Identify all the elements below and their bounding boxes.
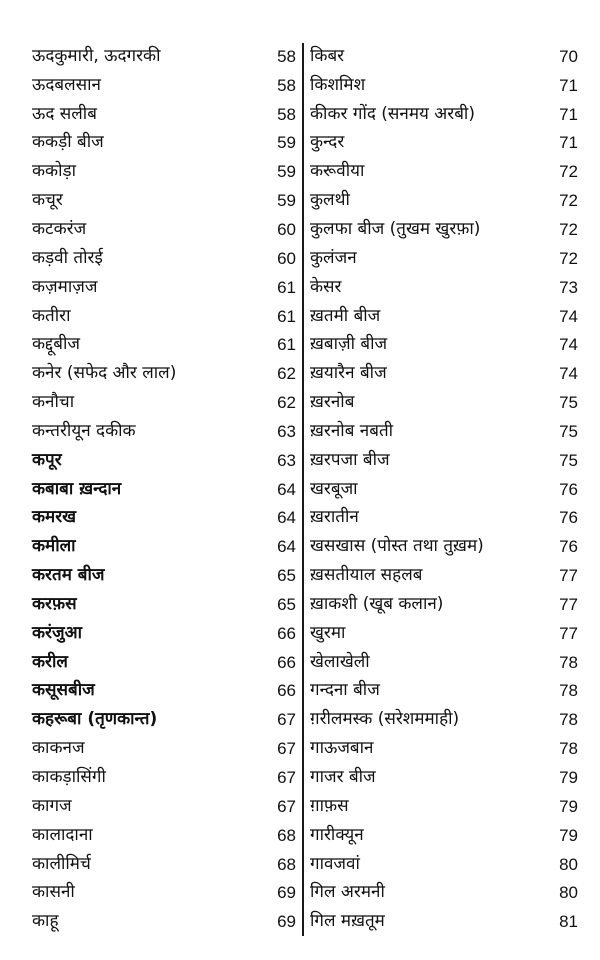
index-term: कतीरा [32,305,71,326]
index-term: कद्दूबीज [32,334,81,355]
index-term: गाजर बीज [310,767,376,788]
page-number: 61 [277,277,296,297]
index-entry [32,878,296,907]
index-term: कासनी [32,882,75,903]
index-entry [32,504,296,533]
index-entry [32,100,296,129]
page-number: 59 [277,162,296,182]
index-entry [310,244,578,273]
page-number: 58 [277,104,296,124]
index-entry [32,763,296,792]
index-term: गाऊजबान [310,738,374,759]
page-number: 77 [559,594,578,614]
index-entry [310,186,578,215]
index-term: ख़रपजा बीज [310,449,390,470]
index-term: गावजवां [310,853,360,874]
index-term: कुन्दर [310,132,345,153]
index-term: किशमिश [310,74,366,95]
index-term: ऊदकुमारी, ऊदगरकी [32,45,161,66]
index-term: कालादाना [32,824,93,845]
index-entry [310,532,578,561]
index-entry [310,129,578,158]
index-entry [32,129,296,158]
page-number: 77 [559,623,578,643]
page-number: 73 [559,277,578,297]
page-number: 74 [559,364,578,384]
index-entry [310,763,578,792]
index-entry [32,907,296,936]
index-term: कबाबा ख़न्दान [32,478,122,499]
index-term: कुलंजन [310,247,357,268]
index-term: ऊदबलसान [32,74,101,95]
index-entry [32,677,296,706]
index-entry [310,359,578,388]
index-entry [32,446,296,475]
index-term: कटकरंज [32,218,87,239]
page-number: 60 [277,248,296,268]
index-entry [310,215,578,244]
index-entry [310,446,578,475]
page-number: 78 [559,652,578,672]
index-entry [310,705,578,734]
index-entry [32,619,296,648]
index-term: ग़ाफ़स [310,795,349,816]
page-number: 76 [559,508,578,528]
index-term: खेलाखेली [310,651,370,672]
page-number: 66 [277,623,296,643]
index-term: ख़यारैन बीज [310,363,387,384]
page-number: 66 [277,681,296,701]
page-number: 78 [559,710,578,730]
index-entry [32,705,296,734]
page-number: 68 [277,854,296,874]
page-number: 69 [277,883,296,903]
index-column-left [32,42,296,936]
index-entry [32,273,296,302]
page-number: 62 [277,393,296,413]
index-term: काकड़ासिंगी [32,767,106,788]
index-term: करंजुआ [32,622,82,643]
page-number: 67 [277,796,296,816]
index-entry [32,475,296,504]
index-term: कुलथी [310,190,350,211]
index-entry [32,42,296,71]
index-entry [310,648,578,677]
index-entry [32,561,296,590]
index-entry [310,302,578,331]
index-term: ग़रीलमस्क (सरेशममाही) [310,709,460,730]
index-term: कज़माज़ज [32,276,98,297]
page-number: 76 [559,537,578,557]
index-entry [310,273,578,302]
index-entry [310,100,578,129]
index-term: ख़तमी बीज [310,305,381,326]
index-entry [32,71,296,100]
page-number: 59 [277,191,296,211]
index-term: कुलफा बीज (तुखम खुरफ़ा) [310,218,481,239]
page-number: 65 [277,594,296,614]
index-entry [32,388,296,417]
index-term: खरबूजा [310,478,358,499]
index-entry [32,792,296,821]
index-entry [32,590,296,619]
page-number: 58 [277,75,296,95]
index-entry [32,244,296,273]
index-entry [32,157,296,186]
index-entry [310,878,578,907]
index-entry [310,619,578,648]
page-number: 80 [559,854,578,874]
index-term: कागज [32,795,72,816]
page-number: 77 [559,566,578,586]
index-term: गन्दना बीज [310,680,380,701]
index-term: ख़बाज़ी बीज [310,334,388,355]
page-number: 80 [559,883,578,903]
page-number: 72 [559,219,578,239]
page-number: 67 [277,739,296,759]
index-column-right [310,42,578,936]
index-term: ककड़ी बीज [32,132,104,153]
index-entry [310,590,578,619]
index-entry [32,850,296,879]
page-number: 75 [559,450,578,470]
page-number: 70 [559,46,578,66]
index-term: खसखास (पोस्त तथा तुख़म) [310,536,484,557]
page-number: 60 [277,219,296,239]
index-term: करील [32,651,68,672]
index-entry [32,186,296,215]
page-number: 75 [559,421,578,441]
index-term: केसर [310,276,342,297]
index-term: गिल अरमनी [310,882,385,903]
page-number: 59 [277,133,296,153]
index-entry [32,648,296,677]
page-number: 67 [277,768,296,788]
index-term: कनौचा [32,392,75,413]
index-term: काकनज [32,738,85,759]
index-term: काहू [32,911,59,932]
page-number: 69 [277,912,296,932]
page-number: 63 [277,450,296,470]
index-term: कहरूबा (तृणकान्त) [32,709,158,730]
index-entry [310,677,578,706]
index-entry [32,821,296,850]
page-number: 67 [277,710,296,730]
index-entry [310,475,578,504]
page-number: 61 [277,306,296,326]
index-term: करफ़स [32,593,77,614]
index-entry [32,215,296,244]
page-number: 79 [559,796,578,816]
index-term: ख़रनोब नबती [310,420,394,441]
index-entry [310,42,578,71]
index-term: कीकर गोंद (सनमय अरबी) [310,103,475,124]
page-number: 79 [559,768,578,788]
column-divider [302,43,304,936]
index-entry [310,388,578,417]
page-number: 58 [277,46,296,66]
page-number: 72 [559,248,578,268]
index-entry [310,561,578,590]
index-entry [310,330,578,359]
index-entry [32,302,296,331]
index-term: ख़ाकशी (खूब कलान) [310,593,444,614]
index-entry [32,532,296,561]
index-term: किबर [310,45,345,66]
page-number: 63 [277,421,296,441]
page-number: 64 [277,508,296,528]
page-number: 78 [559,681,578,701]
page-number: 75 [559,393,578,413]
page-number: 64 [277,537,296,557]
index-term: करतम बीज [32,565,105,586]
index-term: ऊद सलीब [32,103,97,124]
index-term: ख़सतीयाल सहलब [310,565,423,586]
index-term: कड़वी तोरई [32,247,103,268]
page-number: 81 [559,912,578,932]
index-term: कनेर (सफेद और लाल) [32,363,177,384]
page-number: 74 [559,306,578,326]
index-term: कन्तरीयून दकीक [32,420,136,441]
index-entry [310,417,578,446]
page-number: 62 [277,364,296,384]
page-number: 71 [559,104,578,124]
index-entry [310,504,578,533]
page-number: 71 [559,75,578,95]
index-term: गारीक्यून [310,824,364,845]
index-entry [310,71,578,100]
index-term: करूवीया [310,161,365,182]
page-number: 64 [277,479,296,499]
index-term: खुरमा [310,622,346,643]
page-number: 66 [277,652,296,672]
index-entry [32,330,296,359]
index-term: ख़रनोब [310,392,355,413]
index-term: कपूर [32,449,62,470]
index-entry [310,821,578,850]
page-number: 76 [559,479,578,499]
page-number: 72 [559,191,578,211]
page-number: 61 [277,335,296,355]
page-number: 65 [277,566,296,586]
index-entry [32,359,296,388]
index-entry [310,157,578,186]
index-entry [310,734,578,763]
index-term: कचूर [32,190,63,211]
index-term: ककोड़ा [32,161,77,182]
index-term: ख़रातीन [310,507,359,528]
page-number: 79 [559,825,578,845]
index-entry [310,850,578,879]
index-term: कमरख [32,507,77,528]
index-term: गिल मख़तूम [310,911,385,932]
page-number: 74 [559,335,578,355]
index-term: कसूसबीज [32,680,95,701]
index-entry [310,792,578,821]
index-term: कमीला [32,536,76,557]
index-entry [310,907,578,936]
index-entry [32,417,296,446]
page-number: 72 [559,162,578,182]
index-term: कालीमिर्च [32,853,91,874]
page-number: 68 [277,825,296,845]
page-number: 78 [559,739,578,759]
index-entry [32,734,296,763]
page-number: 71 [559,133,578,153]
